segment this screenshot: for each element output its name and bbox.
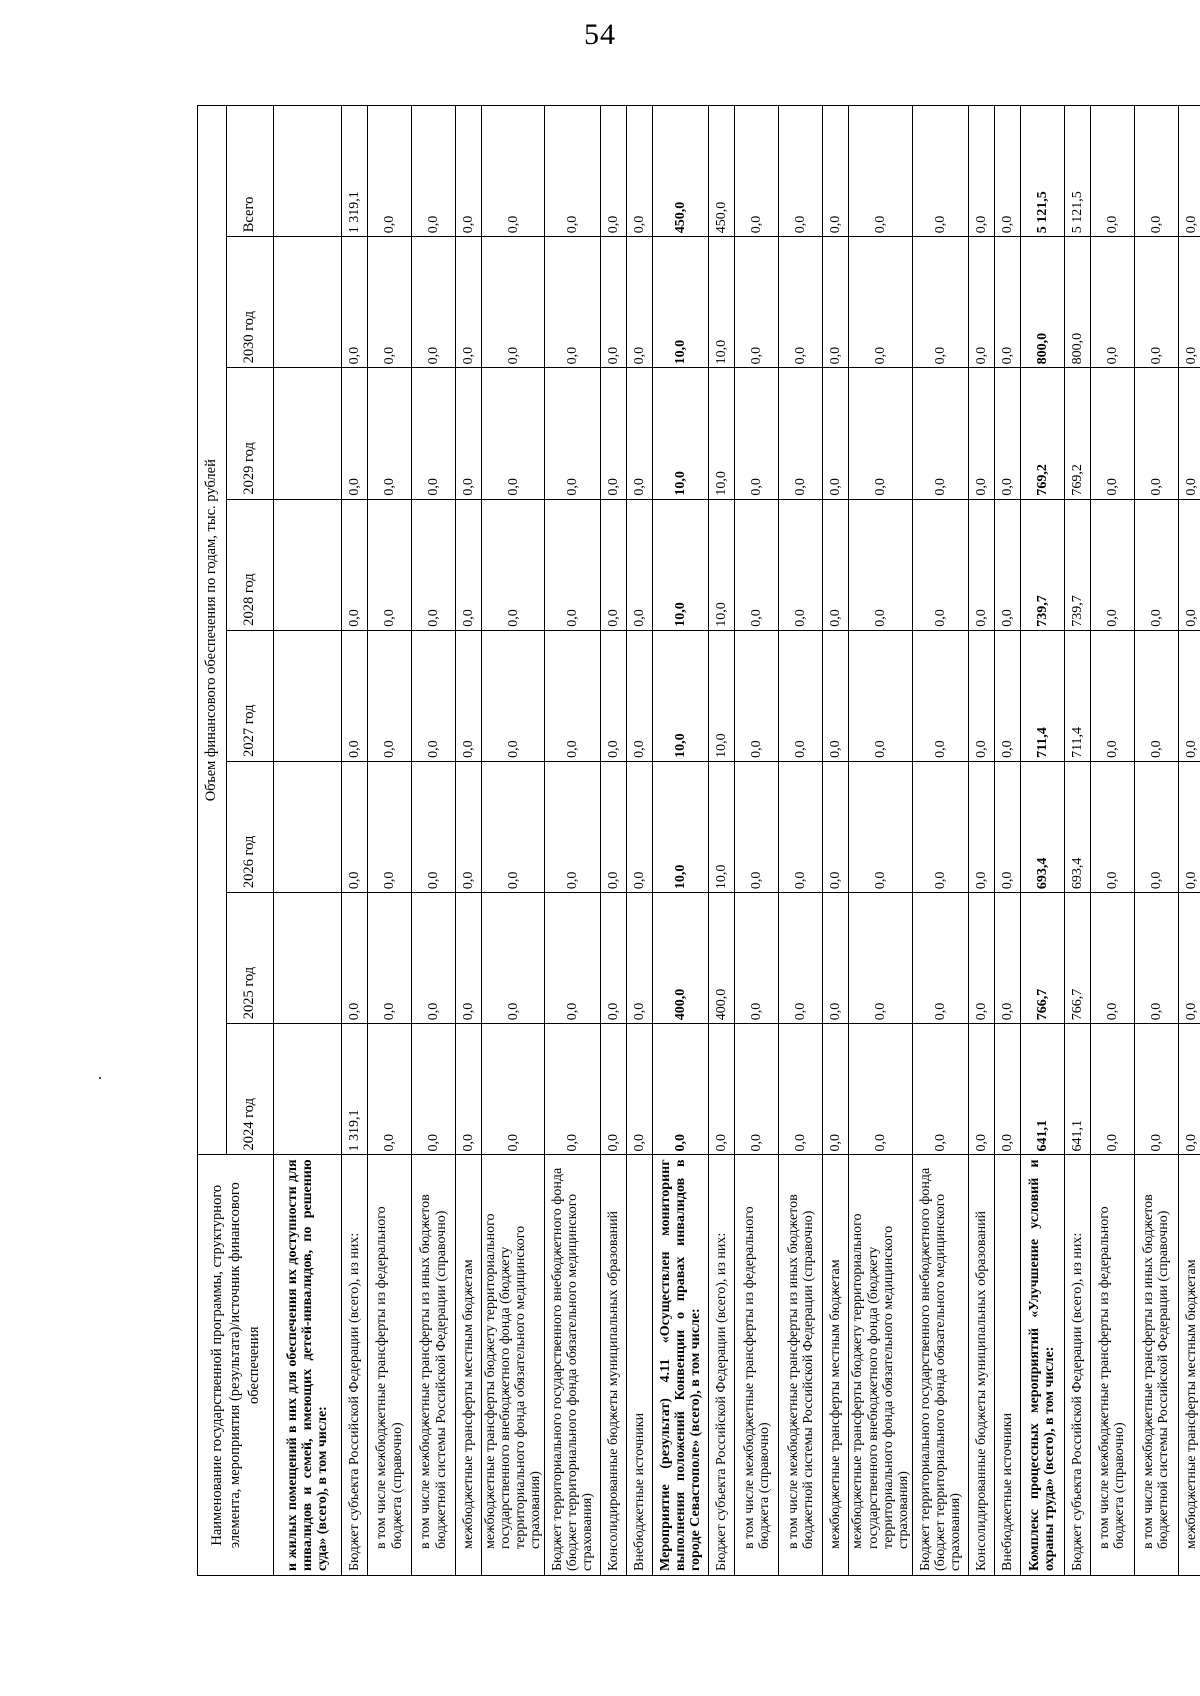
value-cell: 10,0 xyxy=(709,499,735,630)
value-cell: 0,0 xyxy=(1178,106,1200,237)
value-cell: 10,0 xyxy=(709,237,735,368)
table-row xyxy=(912,106,968,1576)
value-cell: 0,0 xyxy=(912,499,968,630)
value-cell: 0,0 xyxy=(994,237,1020,368)
value-cell: 0,0 xyxy=(456,630,482,761)
value-cell: 0,0 xyxy=(709,1024,735,1155)
value-cell: 0,0 xyxy=(968,630,994,761)
value-cell: 0,0 xyxy=(968,761,994,892)
value-cell: 0,0 xyxy=(456,893,482,1024)
value-cell: 769,2 xyxy=(1020,368,1064,499)
header-year-2: 2026 год xyxy=(227,761,274,892)
row-name-cell: и жилых помещений в них для обеспечения их доступности для инвалидов и семей, имеющих детей-инвалидов, по решению суда» (всего), в том числе: xyxy=(274,1155,342,1576)
value-cell: 766,7 xyxy=(1020,893,1064,1024)
value-cell: 0,0 xyxy=(412,761,456,892)
table-row xyxy=(653,106,709,1576)
row-name-cell: Внебюджетные источники xyxy=(627,1155,653,1576)
table-row xyxy=(412,106,456,1576)
value-cell: 5 121,5 xyxy=(1064,106,1090,237)
value-cell: 0,0 xyxy=(735,499,779,630)
value-cell: 0,0 xyxy=(1178,630,1200,761)
row-name-cell: Мероприятие (результат) 4.11 «Осуществлен мониторинг выполнения положений Конвенции о правах инвалидов в городе Севастополе» (всего), в том числе: xyxy=(653,1155,709,1576)
value-cell: 0,0 xyxy=(545,368,601,499)
value-cell: 0,0 xyxy=(456,761,482,892)
value-cell: 0,0 xyxy=(1134,499,1178,630)
value-cell: 0,0 xyxy=(627,893,653,1024)
value-cell: 769,2 xyxy=(1064,368,1090,499)
value-cell: 0,0 xyxy=(994,368,1020,499)
value-cell: 1 319,1 xyxy=(342,106,368,237)
value-cell: 0,0 xyxy=(779,368,823,499)
value-cell: 0,0 xyxy=(545,1024,601,1155)
value-cell: 0,0 xyxy=(1178,893,1200,1024)
value-cell: 641,1 xyxy=(1020,1024,1064,1155)
row-name-cell: межбюджетные трансферты местным бюджетам xyxy=(1178,1155,1200,1576)
value-cell: 0,0 xyxy=(627,630,653,761)
value-cell: 0,0 xyxy=(849,761,912,892)
value-cell: 0,0 xyxy=(823,368,849,499)
value-cell: 0,0 xyxy=(368,893,412,1024)
header-year-6: 2030 год xyxy=(227,237,274,368)
value-cell: 0,0 xyxy=(482,106,545,237)
value-cell: 0,0 xyxy=(412,630,456,761)
value-cell: 0,0 xyxy=(342,761,368,892)
value-cell: 641,1 xyxy=(1064,1024,1090,1155)
header-year-4: 2028 год xyxy=(227,499,274,630)
row-name-cell: в том числе межбюджетные трансферты из иных бюджетов бюджетной системы Российской Федерации (справочно) xyxy=(412,1155,456,1576)
value-cell: 0,0 xyxy=(912,106,968,237)
value-cell: 10,0 xyxy=(653,499,709,630)
value-cell: 0,0 xyxy=(1178,1024,1200,1155)
value-cell: 0,0 xyxy=(1090,237,1134,368)
row-name-cell: Бюджет территориального государственного внебюджетного фонда (бюджет территориального фонда обязательного медицинского страхования) xyxy=(912,1155,968,1576)
value-cell: 0,0 xyxy=(1134,106,1178,237)
value-cell: 0,0 xyxy=(456,1024,482,1155)
table-row xyxy=(1020,106,1064,1576)
value-cell: 0,0 xyxy=(1134,368,1178,499)
table-row xyxy=(456,106,482,1576)
value-cell: 0,0 xyxy=(412,237,456,368)
value-cell: 0,0 xyxy=(968,499,994,630)
value-cell: 0,0 xyxy=(601,237,627,368)
value-cell: 0,0 xyxy=(779,237,823,368)
value-cell xyxy=(274,630,342,761)
value-cell: 10,0 xyxy=(709,368,735,499)
value-cell: 0,0 xyxy=(545,499,601,630)
value-cell: 0,0 xyxy=(823,106,849,237)
value-cell: 711,4 xyxy=(1064,630,1090,761)
value-cell: 0,0 xyxy=(823,237,849,368)
value-cell: 0,0 xyxy=(735,761,779,892)
row-name-cell: межбюджетные трансферты бюджету территориального государственного внебюджетного фонда (бюджету территориального фонда обязательного медицинского страхования) xyxy=(849,1155,912,1576)
value-cell: 0,0 xyxy=(342,499,368,630)
row-name-cell: Бюджет субъекта Российской Федерации (всего), из них: xyxy=(342,1155,368,1576)
value-cell: 0,0 xyxy=(1090,106,1134,237)
value-cell: 0,0 xyxy=(601,1024,627,1155)
value-cell: 739,7 xyxy=(1020,499,1064,630)
value-cell: 0,0 xyxy=(601,106,627,237)
value-cell: 0,0 xyxy=(545,761,601,892)
row-name-cell: межбюджетные трансферты местным бюджетам xyxy=(456,1155,482,1576)
value-cell: 0,0 xyxy=(823,893,849,1024)
table-row xyxy=(1178,106,1200,1576)
value-cell: 0,0 xyxy=(994,761,1020,892)
value-cell: 0,0 xyxy=(1134,1024,1178,1155)
value-cell: 0,0 xyxy=(545,237,601,368)
value-cell: 0,0 xyxy=(912,630,968,761)
value-cell xyxy=(274,368,342,499)
value-cell: 739,7 xyxy=(1064,499,1090,630)
header-year-5: 2029 год xyxy=(227,368,274,499)
value-cell: 0,0 xyxy=(994,499,1020,630)
value-cell: 0,0 xyxy=(779,761,823,892)
value-cell: 0,0 xyxy=(968,237,994,368)
value-cell: 0,0 xyxy=(994,1024,1020,1155)
header-row-group xyxy=(198,106,227,1576)
value-cell: 0,0 xyxy=(601,630,627,761)
table-row xyxy=(627,106,653,1576)
table-row xyxy=(735,106,779,1576)
value-cell: 0,0 xyxy=(849,368,912,499)
rotated-table-frame xyxy=(197,105,1200,1576)
value-cell: 0,0 xyxy=(368,761,412,892)
value-cell: 0,0 xyxy=(627,499,653,630)
value-cell: 0,0 xyxy=(601,368,627,499)
value-cell: 0,0 xyxy=(779,106,823,237)
value-cell: 0,0 xyxy=(482,368,545,499)
value-cell: 0,0 xyxy=(1134,237,1178,368)
row-name-cell: межбюджетные трансферты местным бюджетам xyxy=(823,1155,849,1576)
value-cell: 0,0 xyxy=(653,1024,709,1155)
table-row xyxy=(274,106,342,1576)
value-cell: 0,0 xyxy=(456,499,482,630)
table-row xyxy=(601,106,627,1576)
value-cell: 0,0 xyxy=(1090,1024,1134,1155)
page-number: 54 xyxy=(584,18,616,51)
value-cell: 0,0 xyxy=(994,893,1020,1024)
value-cell: 0,0 xyxy=(1090,630,1134,761)
value-cell: 0,0 xyxy=(823,761,849,892)
header-name-column: Наименование государственной программы, структурного элемента, мероприятия (результата)/источник финансового обеспечения xyxy=(198,1155,274,1576)
value-cell: 0,0 xyxy=(735,630,779,761)
table-row xyxy=(849,106,912,1576)
row-name-cell: в том числе межбюджетные трансферты из федерального бюджета (справочно) xyxy=(368,1155,412,1576)
value-cell: 0,0 xyxy=(994,106,1020,237)
table-row xyxy=(1090,106,1134,1576)
value-cell: 0,0 xyxy=(1178,761,1200,892)
value-cell: 0,0 xyxy=(779,1024,823,1155)
value-cell: 0,0 xyxy=(545,893,601,1024)
value-cell: 0,0 xyxy=(968,106,994,237)
value-cell: 0,0 xyxy=(368,237,412,368)
value-cell: 0,0 xyxy=(342,237,368,368)
value-cell: 0,0 xyxy=(968,893,994,1024)
value-cell: 0,0 xyxy=(545,630,601,761)
value-cell: 0,0 xyxy=(823,1024,849,1155)
value-cell: 0,0 xyxy=(1090,499,1134,630)
value-cell: 0,0 xyxy=(823,630,849,761)
table-row xyxy=(342,106,368,1576)
row-name-cell: Бюджет субъекта Российской Федерации (всего), из них: xyxy=(709,1155,735,1576)
value-cell: 0,0 xyxy=(912,1024,968,1155)
value-cell: 0,0 xyxy=(1178,499,1200,630)
value-cell: 0,0 xyxy=(627,368,653,499)
value-cell: 0,0 xyxy=(849,630,912,761)
value-cell: 0,0 xyxy=(456,237,482,368)
value-cell: 0,0 xyxy=(601,893,627,1024)
table-row xyxy=(709,106,735,1576)
value-cell xyxy=(274,1024,342,1155)
header-financing-group: Объем финансового обеспечения по годам, тыс. рублей xyxy=(198,106,227,1155)
value-cell: 450,0 xyxy=(709,106,735,237)
row-name-cell: Комплекс процессных мероприятий «Улучшение условий и охраны труда» (всего), в том числе: xyxy=(1020,1155,1064,1576)
table-row xyxy=(823,106,849,1576)
header-year-7: Всего xyxy=(227,106,274,237)
value-cell: 0,0 xyxy=(912,893,968,1024)
value-cell: 1 319,1 xyxy=(342,1024,368,1155)
value-cell: 0,0 xyxy=(1178,368,1200,499)
value-cell: 10,0 xyxy=(653,761,709,892)
table-row xyxy=(779,106,823,1576)
table-row xyxy=(545,106,601,1576)
value-cell: 10,0 xyxy=(653,237,709,368)
table-row xyxy=(482,106,545,1576)
value-cell: 0,0 xyxy=(968,368,994,499)
value-cell: 0,0 xyxy=(342,893,368,1024)
table-row xyxy=(994,106,1020,1576)
value-cell: 0,0 xyxy=(1090,893,1134,1024)
value-cell: 10,0 xyxy=(709,761,735,892)
value-cell: 0,0 xyxy=(849,893,912,1024)
value-cell: 0,0 xyxy=(912,237,968,368)
value-cell: 693,4 xyxy=(1064,761,1090,892)
value-cell xyxy=(274,499,342,630)
row-name-cell: Бюджет субъекта Российской Федерации (всего), из них: xyxy=(1064,1155,1090,1576)
value-cell: 0,0 xyxy=(849,499,912,630)
row-name-cell: Внебюджетные источники xyxy=(994,1155,1020,1576)
value-cell: 0,0 xyxy=(912,368,968,499)
value-cell: 10,0 xyxy=(653,368,709,499)
value-cell: 400,0 xyxy=(653,893,709,1024)
value-cell: 0,0 xyxy=(1090,761,1134,892)
value-cell: 0,0 xyxy=(412,106,456,237)
value-cell: 5 121,5 xyxy=(1020,106,1064,237)
table-header xyxy=(198,106,274,1576)
value-cell: 0,0 xyxy=(368,630,412,761)
header-year-1: 2025 год xyxy=(227,893,274,1024)
value-cell: 0,0 xyxy=(482,630,545,761)
value-cell: 0,0 xyxy=(627,237,653,368)
value-cell xyxy=(274,893,342,1024)
value-cell: 0,0 xyxy=(735,1024,779,1155)
table-row xyxy=(1064,106,1090,1576)
value-cell: 400,0 xyxy=(709,893,735,1024)
value-cell: 0,0 xyxy=(601,761,627,892)
value-cell xyxy=(274,237,342,368)
value-cell: 0,0 xyxy=(735,106,779,237)
value-cell: 0,0 xyxy=(849,1024,912,1155)
row-name-cell: в том числе межбюджетные трансферты из иных бюджетов бюджетной системы Российской Федерации (справочно) xyxy=(779,1155,823,1576)
row-name-cell: в том числе межбюджетные трансферты из иных бюджетов бюджетной системы Российской Федерации (справочно) xyxy=(1134,1155,1178,1576)
value-cell: 0,0 xyxy=(368,499,412,630)
row-name-cell: Консолидированные бюджеты муниципальных образований xyxy=(968,1155,994,1576)
value-cell: 0,0 xyxy=(1134,893,1178,1024)
row-name-cell: в том числе межбюджетные трансферты из федерального бюджета (справочно) xyxy=(1090,1155,1134,1576)
value-cell: 0,0 xyxy=(412,499,456,630)
row-name-cell: Консолидированные бюджеты муниципальных образований xyxy=(601,1155,627,1576)
value-cell: 0,0 xyxy=(1134,761,1178,892)
table-body xyxy=(274,106,1200,1576)
value-cell: 0,0 xyxy=(456,106,482,237)
value-cell: 0,0 xyxy=(823,499,849,630)
value-cell: 0,0 xyxy=(627,106,653,237)
value-cell: 711,4 xyxy=(1020,630,1064,761)
row-name-cell: в том числе межбюджетные трансферты из федерального бюджета (справочно) xyxy=(735,1155,779,1576)
value-cell: 0,0 xyxy=(482,893,545,1024)
value-cell: 766,7 xyxy=(1064,893,1090,1024)
value-cell: 0,0 xyxy=(994,630,1020,761)
value-cell: 0,0 xyxy=(412,368,456,499)
value-cell: 0,0 xyxy=(412,893,456,1024)
table-row xyxy=(1134,106,1178,1576)
row-name-cell: межбюджетные трансферты бюджету территориального государственного внебюджетного фонда (бюджету территориального фонда обязательного медицинского страхования) xyxy=(482,1155,545,1576)
value-cell xyxy=(274,106,342,237)
value-cell: 0,0 xyxy=(342,368,368,499)
value-cell: 0,0 xyxy=(368,106,412,237)
value-cell: 10,0 xyxy=(709,630,735,761)
value-cell: 0,0 xyxy=(601,499,627,630)
value-cell: 0,0 xyxy=(368,368,412,499)
value-cell: 0,0 xyxy=(482,237,545,368)
value-cell: 0,0 xyxy=(627,1024,653,1155)
value-cell: 0,0 xyxy=(779,893,823,1024)
value-cell: 0,0 xyxy=(482,1024,545,1155)
value-cell: 0,0 xyxy=(849,237,912,368)
table-row xyxy=(368,106,412,1576)
value-cell: 0,0 xyxy=(368,1024,412,1155)
row-name-cell: Бюджет территориального государственного внебюджетного фонда (бюджет территориального фонда обязательного медицинского страхования) xyxy=(545,1155,601,1576)
header-year-0: 2024 год xyxy=(227,1024,274,1155)
value-cell: 0,0 xyxy=(968,1024,994,1155)
value-cell: 693,4 xyxy=(1020,761,1064,892)
value-cell xyxy=(274,761,342,892)
value-cell: 0,0 xyxy=(779,499,823,630)
value-cell: 0,0 xyxy=(1090,368,1134,499)
value-cell: 800,0 xyxy=(1064,237,1090,368)
value-cell: 450,0 xyxy=(653,106,709,237)
value-cell: 0,0 xyxy=(849,106,912,237)
header-year-3: 2027 год xyxy=(227,630,274,761)
value-cell: 0,0 xyxy=(779,630,823,761)
value-cell: 0,0 xyxy=(627,761,653,892)
value-cell: 0,0 xyxy=(1178,237,1200,368)
value-cell: 0,0 xyxy=(735,237,779,368)
value-cell: 0,0 xyxy=(545,106,601,237)
value-cell: 0,0 xyxy=(735,368,779,499)
value-cell: 0,0 xyxy=(412,1024,456,1155)
table-row xyxy=(968,106,994,1576)
value-cell: 10,0 xyxy=(653,630,709,761)
value-cell: 800,0 xyxy=(1020,237,1064,368)
value-cell: 0,0 xyxy=(342,630,368,761)
value-cell: 0,0 xyxy=(456,368,482,499)
value-cell: 0,0 xyxy=(912,761,968,892)
value-cell: 0,0 xyxy=(1134,630,1178,761)
scan-speck xyxy=(99,1077,101,1079)
value-cell: 0,0 xyxy=(735,893,779,1024)
value-cell: 0,0 xyxy=(482,499,545,630)
value-cell: 0,0 xyxy=(482,761,545,892)
financing-table xyxy=(197,105,1200,1576)
